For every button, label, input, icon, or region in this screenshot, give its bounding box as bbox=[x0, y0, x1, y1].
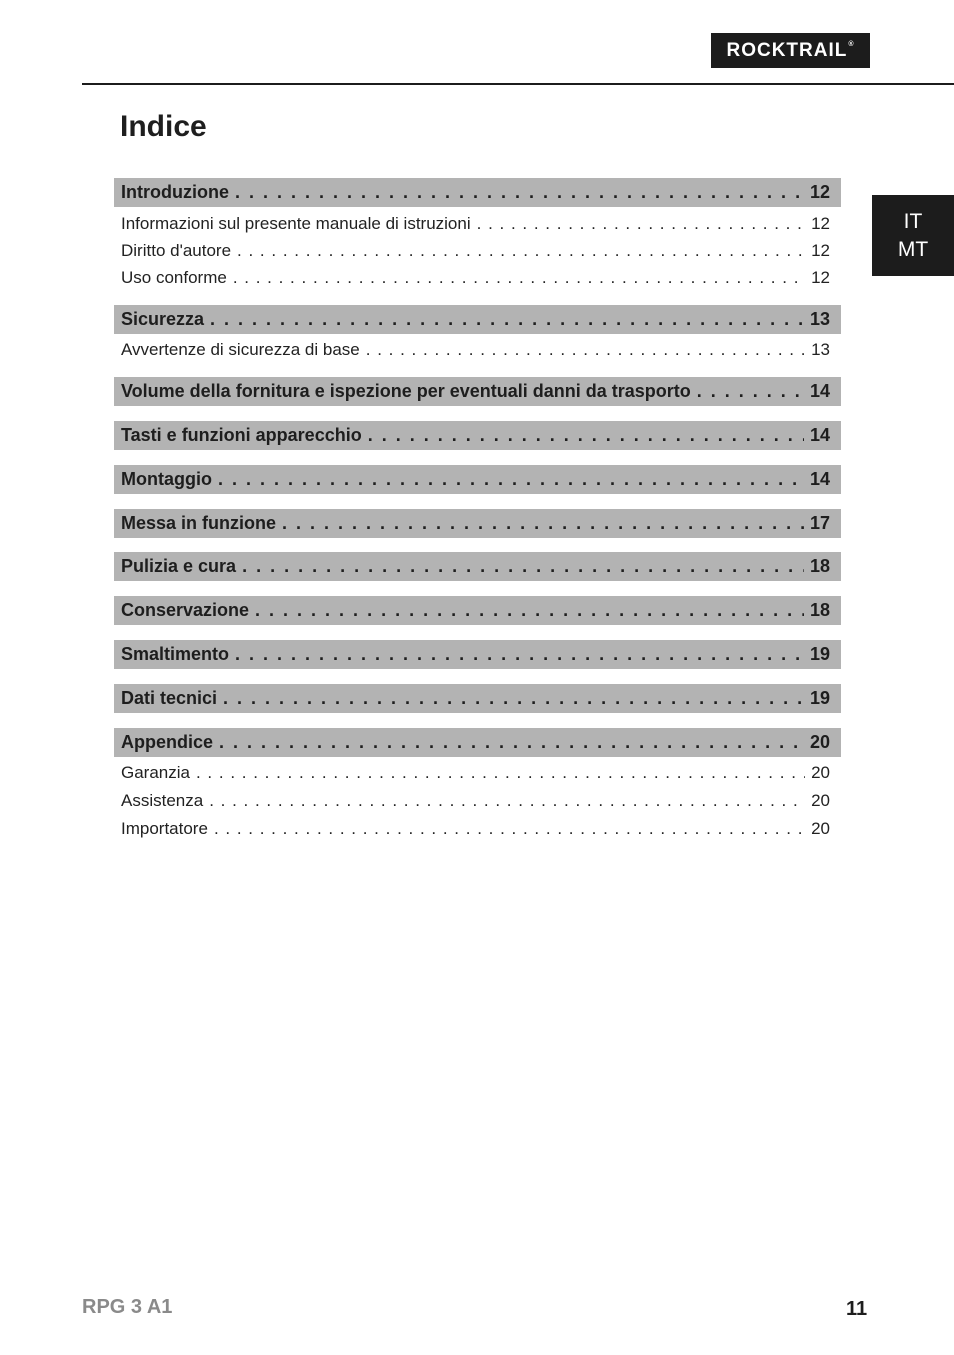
toc-page: 13 bbox=[809, 309, 830, 329]
toc-label: Montaggio bbox=[121, 469, 212, 489]
toc-label: Smaltimento bbox=[121, 644, 230, 664]
toc-page: 12 bbox=[811, 214, 830, 233]
toc-page: 14 bbox=[809, 381, 830, 401]
toc-section-tasti[interactable] bbox=[114, 421, 841, 450]
toc-leader bbox=[235, 182, 804, 203]
toc-leader bbox=[214, 819, 805, 839]
toc-label: Tasti e funzioni apparecchio bbox=[121, 425, 362, 445]
toc-page: 20 bbox=[811, 791, 830, 810]
toc-label: Informazioni sul presente manuale di istruzioni bbox=[121, 214, 471, 233]
toc-page: 12 bbox=[811, 241, 830, 260]
toc-label: Importatore bbox=[121, 819, 208, 838]
footer-model-number: RPG 3 A1 bbox=[82, 1296, 173, 1318]
registered-mark: ® bbox=[848, 41, 855, 48]
toc-label: Sicurezza bbox=[121, 309, 205, 329]
toc-page: 12 bbox=[811, 268, 830, 287]
toc-label: Introduzione bbox=[121, 182, 229, 202]
toc-label: Messa in funzione bbox=[121, 513, 277, 533]
toc-section-dati-tecnici[interactable] bbox=[114, 684, 841, 713]
toc-leader bbox=[366, 340, 805, 360]
toc-page: 13 bbox=[811, 340, 830, 359]
toc-section-montaggio[interactable] bbox=[114, 465, 841, 494]
toc-label: Appendice bbox=[121, 732, 214, 752]
toc-label: Pulizia e cura bbox=[121, 556, 237, 576]
toc-entry-garanzia[interactable] bbox=[114, 760, 841, 786]
toc-label: Assistenza bbox=[121, 791, 204, 810]
toc-label: Avvertenze di sicurezza di base bbox=[121, 340, 360, 359]
toc-entry-informazioni[interactable] bbox=[114, 211, 841, 237]
toc-entry-importatore[interactable] bbox=[114, 816, 841, 842]
toc-page: 20 bbox=[811, 819, 830, 838]
toc-page: 20 bbox=[809, 732, 830, 752]
toc-leader bbox=[282, 513, 804, 534]
toc-section-pulizia[interactable] bbox=[114, 552, 841, 581]
toc-leader bbox=[233, 268, 805, 288]
language-primary: IT bbox=[903, 209, 923, 233]
toc-leader bbox=[196, 763, 805, 783]
toc-page: 12 bbox=[809, 182, 830, 202]
toc-leader bbox=[223, 688, 804, 709]
toc-leader bbox=[242, 556, 804, 577]
toc-leader bbox=[477, 214, 805, 234]
toc-page: 19 bbox=[809, 644, 830, 664]
toc-entry-uso[interactable] bbox=[114, 265, 841, 291]
toc-leader bbox=[219, 732, 804, 753]
toc-page: 14 bbox=[809, 425, 830, 445]
page-title: Indice bbox=[120, 110, 207, 143]
toc-page: 18 bbox=[809, 556, 830, 576]
toc-leader bbox=[218, 469, 804, 490]
toc-section-appendice[interactable] bbox=[114, 728, 841, 757]
toc-leader bbox=[697, 381, 804, 402]
toc-label: Uso conforme bbox=[121, 268, 227, 287]
toc-section-introduzione[interactable] bbox=[114, 178, 841, 207]
toc-section-smaltimento[interactable] bbox=[114, 640, 841, 669]
toc-page: 14 bbox=[809, 469, 830, 489]
toc-section-messa[interactable] bbox=[114, 509, 841, 538]
toc-section-sicurezza[interactable] bbox=[114, 305, 841, 334]
toc-label: Dati tecnici bbox=[121, 688, 218, 708]
toc-page: 19 bbox=[809, 688, 830, 708]
toc-label: Garanzia bbox=[121, 763, 190, 782]
brand-name: ROCKTRAIL bbox=[726, 39, 848, 61]
toc-section-volume[interactable] bbox=[114, 377, 841, 406]
toc-label: Volume della fornitura e ispezione per eventuali danni da trasporto bbox=[121, 381, 691, 401]
toc-section-conservazione[interactable] bbox=[114, 596, 841, 625]
toc-entry-assistenza[interactable] bbox=[114, 788, 841, 814]
toc-leader bbox=[255, 600, 804, 621]
toc-label: Conservazione bbox=[121, 600, 250, 620]
toc-leader bbox=[235, 644, 804, 665]
toc-leader bbox=[368, 425, 804, 446]
toc-label: Diritto d'autore bbox=[121, 241, 232, 260]
language-secondary: MT bbox=[897, 237, 929, 261]
toc-leader bbox=[209, 791, 805, 811]
toc-entry-avvertenze[interactable] bbox=[114, 337, 841, 363]
toc-leader bbox=[237, 241, 805, 261]
toc-page: 20 bbox=[811, 763, 830, 782]
footer-page-number: 11 bbox=[846, 1298, 868, 1320]
toc-leader bbox=[210, 309, 804, 330]
toc-page: 18 bbox=[809, 600, 830, 620]
toc-page: 17 bbox=[809, 513, 830, 533]
toc-entry-diritto[interactable] bbox=[114, 238, 841, 264]
